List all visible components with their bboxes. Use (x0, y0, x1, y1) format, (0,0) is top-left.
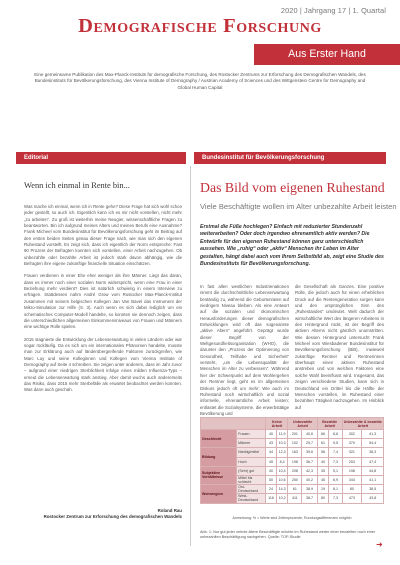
table-cell: 39,6 (302, 448, 317, 457)
table-cell: 10,4 (276, 466, 288, 475)
table-cell: 41,3 (362, 430, 384, 439)
table-cell: 208 (288, 466, 302, 475)
table-cell: 19 (317, 485, 329, 494)
table-cell: 8,1 (329, 485, 342, 494)
table-cell: 41,1 (362, 475, 384, 484)
table-cell: 10,6 (276, 475, 288, 484)
table-cell: 116 (266, 494, 276, 503)
table-cell: 25,7 (302, 439, 317, 448)
table-cell: 8,4 (276, 457, 288, 466)
table-cell: 344 (342, 475, 362, 484)
table-cell: 7,3 (329, 457, 342, 466)
banner: Aus Erster Hand (254, 44, 400, 65)
table-cell: 7,3 (329, 494, 342, 503)
table-cell: 40 (317, 457, 329, 466)
table-cell: 45 (266, 457, 276, 466)
table-cell: 250 (288, 475, 302, 484)
table-row (201, 485, 384, 494)
issue-line: 2020 | Jahrgang 17 | 1. Quartal (280, 6, 386, 15)
table-header-cell: Unbezahlte & bezahlte Arbeit (343, 419, 382, 428)
table-header-cell: Bezahlte Arbeit (317, 418, 342, 430)
table-cell: 66 (317, 430, 329, 439)
table-row (201, 430, 384, 439)
table-cell: 11,9 (276, 430, 288, 439)
table-cell: 44,8 (362, 466, 384, 475)
signature-org: Rostocker Zentrum zur Erforschung des demografischen Wandels (43, 514, 182, 520)
table-row-label: Männer (237, 439, 266, 448)
table-cell: 47,4 (362, 457, 384, 466)
table-row-label: Mittel bis schlecht (237, 475, 266, 484)
masthead-title: Demografische Forschung (78, 15, 322, 37)
table-cell: 6,9 (329, 475, 342, 484)
table-cell: 24 (266, 485, 276, 494)
table-cell: 7,4 (329, 448, 342, 457)
article-lead: Erstmal die Füße hochlegen? Einfach mit reduzierter Stundenzahl weiterarbeiten? Oder doch irgendwo ehrenamtlich aktiv werden? Die Entwürfe für den eigenen Ruhestand können ganz unterschiedlich aussehen. Wie „ruhig“ oder „aktiv“ Menschen ihr Leben im Alter gestalten, hängt dabei auch vom Ihrem Selbstbild ab, zeigt eine Studie des Bundesinstituts für Bevölkerungsforschung. (200, 224, 384, 268)
table-group-cell: Wohnregion (201, 485, 237, 503)
table-cell: 38,9 (302, 485, 317, 494)
table-cell: 38,7 (302, 494, 317, 503)
table-cell: 44 (266, 448, 276, 457)
data-table (200, 417, 384, 504)
table-row-label: Ost-Deutschland (237, 485, 266, 494)
table-cell: 35 (317, 466, 329, 475)
column-divider (190, 166, 191, 546)
table-cell: 40 (266, 430, 276, 439)
table-cell: 43 (266, 439, 276, 448)
table-cell: 302 (342, 430, 362, 439)
table-body (201, 430, 384, 504)
table-cell: 42,3 (302, 466, 317, 475)
table-group-cell: Geschlecht (201, 430, 237, 448)
table-group-cell: Subjektive Verhältnisse (201, 466, 237, 484)
table-cell: 8,6 (329, 430, 342, 439)
table-cell: 80 (317, 494, 329, 503)
editorial-paragraph: Was mache ich einmal, wenn ich in Rente gehe? Diese Frage hat sich wohl schon jeder gestellt, so auch ich. Eigentlich kann ich es mir nicht vorstellen, nicht mehr „zu arbeiten“. Zu groß ist weiterhin meine Neugier, wissenschaftliche Fragen zu beantworten. Bin ich aufgrund meines Alters und meines Berufs eine Ausnahme? Frank Micheel vom Bundesinstitut für Bevölkerungsforschung geht im Beitrag auf den ersten beiden Seiten genau dieser Frage nach, wie man sich den eigenen Ruhestand vorstellt. Es zeigt sich, dass ich eigentlich der Norm entspreche: Fast 90 Prozent der Befragten konnten sich vorstellen, einer Arbeit nachzugehen. Ob unbezahlte oder bezahlte Arbeit ist jedoch stark davon abhängig, wie die Befragten ihre eigene zukünftige finanzielle Situation einschätzen. (24, 204, 182, 267)
editorial-paragraph: 2015 stagnierte die Entwicklung der Lebenserwartung in vielen Ländern oder war sogar rückläufig. Da es sich um ein internationales Phänomen handelte, musste man zur Erklärung auch auf länderübergreifende Faktoren zurückgreifen, wie Marc Luy und seine Kolleginnen und Kollegen vom Vienna Institute of Demography auf Seite 4 schreiben. Sie zeigen unter anderem, dass im Jahr zuvor – aufgrund einer niedrigen Sterblichkeit infolge eines milden Influenza-Typs – erneut die Lebenserwartung stark anstieg. Aber damit wuchs auch andererseits das Risiko, dass 2015 mehr Sterbefälle als erwartet beobachtet werden konnten. Was dann auch geschah. (24, 336, 182, 393)
table-cell: 58 (317, 448, 329, 457)
signature-name: Roland Rau (157, 508, 182, 513)
article-column-2: die Gesellschaft als Ganzes. Eine positive Rolle, die jedoch auch für einen erheblichen Druck auf die Rentengeneration sorgen kann und den ursprünglichen Sinn des „Ruhestandes“ umdeutet. Welt dadurch der wirtschaftliche Wert des längeren Arbeitens in den Hintergrund rückt, ist der Begriff des aktiven Alterns nicht gänzlich unumstritten. Wie dessen Hintergrund untersucht Frank Micheel vom Wiesbadener Bundesinstitut für Bevölkerungsforschung (BiB), inwieweit zukünftige Rentner und Rentnerinnen überhaupt einen aktiven Ruhestand anstreben und von welchen Faktoren eine solche Wahl beeinflusst wird. Insgesamt, das zeigen verschiedene Studien, kann sich in Deutschland ein Drittel bis die Hälfte der Menschen vorstellen, im Ruhestand einer bezahlten Tätigkeit nachzugehen. Im Hinblick auf (295, 284, 384, 410)
table-header-cell: Keine Arbeit (266, 418, 288, 430)
table-caption: Abb. 1: Nur gut jeder zehnte ältere Beschäftigte möchte im Ruhestand weder einer bezahlten noch einer unbezahlten Beschäftigung nachgehen. Quelle: TOP-Studie (200, 530, 376, 540)
table-header-cell (201, 418, 266, 430)
table-cell: 14,3 (276, 485, 288, 494)
table-cell: 473 (342, 494, 362, 503)
table-cell: 370 (342, 439, 362, 448)
table-cell: 10,2 (276, 494, 288, 503)
table-cell: 40,6 (302, 430, 317, 439)
table-cell: 198 (288, 457, 302, 466)
table-cell: 321 (342, 448, 362, 457)
table-cell: 5,1 (329, 466, 342, 475)
table-cell: 40,2 (302, 475, 317, 484)
table-cell: 9,5 (329, 439, 342, 448)
table-cell: 61 (288, 485, 302, 494)
arrow-right-icon: ➜ (376, 540, 383, 549)
article-title: Das Bild vom eigenen Ruhestand (200, 180, 385, 195)
table-cell: 102 (288, 439, 302, 448)
table-cell: 201 (288, 430, 302, 439)
table-row-label: Frauen (237, 430, 266, 439)
table-cell: 45 (317, 475, 329, 484)
table-row (201, 466, 384, 475)
table-cell: 40 (266, 466, 276, 475)
table-group-cell: Bildung (201, 448, 237, 466)
article-subtitle: Viele Beschäftigte wollen im Alter unbezahlte Arbeit leisten (200, 202, 397, 211)
table-cell: 43,8 (362, 494, 384, 503)
table-row-label: (Sehr) gut (237, 466, 266, 475)
table-header-row (201, 418, 384, 430)
table-cell: 61 (317, 439, 329, 448)
editorial-body (24, 204, 182, 400)
table-cell: 38,5 (362, 485, 384, 494)
editorial-signature (24, 508, 182, 520)
table-cell: 10,3 (276, 439, 288, 448)
table-cell: 411 (288, 494, 302, 503)
table-cell: 198 (342, 466, 362, 475)
table-cell: 36,7 (302, 457, 317, 466)
table-row-label: Hoch (237, 457, 266, 466)
table-cell: 12,3 (276, 448, 288, 457)
publication-intro: Eine gemeinsame Publikation des Max-Planck-Instituts für demografische Forschung, des Rostocker Zentrums zur Erforschung des Demografischen Wandels, des Bundesinstituts für Bevölkerungsforschung, des Vienna Institute of Demography / Austrian Academy of Sciences und des Wittgenstein Centre for Demography and Global Human Capital (34, 72, 366, 90)
article-column-1: In fast allen westlichen Industrienationen nimmt die durchschnittliche Lebenserwartung beständig zu, während die Geburtenraten auf niedrigem Niveau bleiben. Als eine Antwort auf die sozialen und ökonomischen Herausforderungen dieser demografischen Entwicklungen wird oft das sogenannte „aktive Altern“ angeführt. Geprägt wurde dieser Begriff von der Weltgesundheitsorganisation (WHO), die darunter den „Prozess der Optimierung von Gesundheit, Teilhabe und Sicherheit“ versteht, „um die Lebensqualität der Menschen im Alter zu verbessern“. Während hier der Schwerpunkt auf dem Wohlergehen der Rentner liegt, geht es im allgemeinen Diskurs jedoch oft um mehr: Wie auch im Ruhestand noch wirtschaftlich und sozial informelle, ehrenamtliche Arbeit leisten; entlastet die Sozialsysteme, die erwerbstätige Bevölkerung und (200, 284, 289, 416)
table-row (201, 448, 384, 457)
table-cell: 38,3 (362, 448, 384, 457)
table-row-label: Niedrig/mittel (237, 448, 266, 457)
table-header-cell: Unbezahlte Arbeit (288, 418, 317, 430)
table-cell: 80 (342, 485, 362, 494)
table-cell: 163 (288, 448, 302, 457)
table-row-label: West-Deutschland (237, 494, 266, 503)
table-cell: 50 (266, 475, 276, 484)
section-bar-institute: Bundesinstitut für Bevölkerungsforschung (194, 152, 386, 164)
table-cell: 253 (342, 457, 362, 466)
editorial-paragraph: Frauen verdienen in einer Ehe eher weniger als ihre Männer. Liegt das daran, dass es immer noch einer sozialen Norm widerspricht, wenn eine Frau in einer Beziehung mehr verdient? Dies ist natürlich schwierig in einem Interview zu erfragen. Stattdessen nahm André Grow vom Rostocker Max-Planck-Institut zusammen mit seinem belgischen Kollegen Jan Van Bavel das Instrument der Mikro-Simulation zur Hilfe (S. 3). Auch wenn es sich dabei lediglich um ein schematisches Computer-Modell handelte, so konnten sie dennoch zeigen, dass die unterschiedlichen allgemeinen Einkommensniveaus von Frauen und Männern eine wichtige Rolle spielen. (24, 273, 182, 330)
table-cell: 54,4 (362, 439, 384, 448)
editorial-title: Wenn ich einmal in Rente bin... (24, 181, 130, 190)
table-note: Anmerkung: % = Werte sind Zeilenprozente, Rundungsdifferenzen möglich (232, 516, 352, 520)
section-bar-editorial: Editorial (16, 152, 186, 164)
